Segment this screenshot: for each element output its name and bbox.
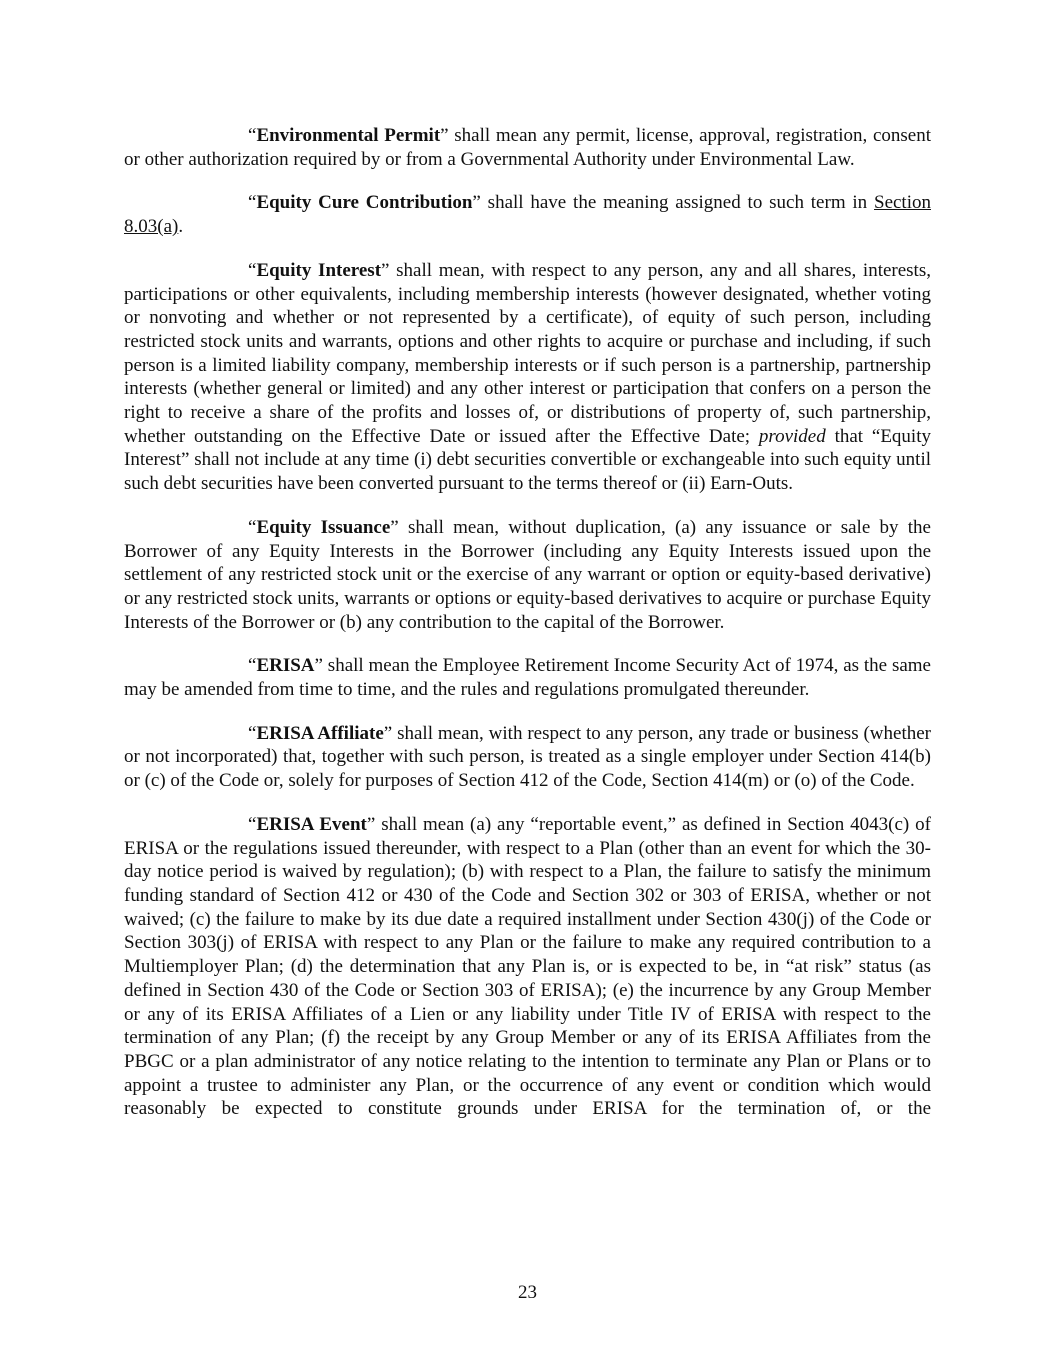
definition-text-after: that “Equity Interest” shall not include at any time (i) debt securities convertible or exchangeable into such equity until such debt securities have been converted pursuant to the terms thereof or (ii) Earn-Outs. bbox=[124, 425, 931, 495]
definition-erisa-event bbox=[124, 813, 931, 1121]
definition-text: shall mean the Employee Retirement Income Security Act of 1974, as the same may be amended from time to time, and the rules and regulations promulgated thereunder. bbox=[124, 655, 931, 701]
close-quote: ” bbox=[440, 125, 449, 146]
definition-text: shall mean, with respect to any person, any and all shares, interests, participations or other equivalents, including membership interests (however designated, whether voting or nonvoting and whether or not represented by a certificate), of equity of such person, including restricted stock units and warrants, options and other rights to acquire or purchase and including, if such person is a limited liability company, membership interests or if such person is a partnership, partnership interests (whether general or limited) and any other interest or participation that confers on a person the right to receive a share of the profits and losses of, or distributions of property of, such partnership, whether outstanding on the Effective Date or issued after the Effective Date; bbox=[124, 259, 931, 447]
definition-end: . bbox=[178, 216, 184, 238]
provided-italic: provided bbox=[758, 425, 826, 447]
close-quote: ” bbox=[390, 516, 399, 538]
section-reference: Section 8.03(a) bbox=[124, 192, 931, 238]
close-quote: ” bbox=[366, 813, 376, 835]
close-quote: ” bbox=[383, 722, 393, 744]
open-quote: “ bbox=[248, 259, 257, 281]
defined-term: ERISA bbox=[256, 655, 315, 677]
open-quote: “ bbox=[248, 722, 257, 744]
open-quote: “ bbox=[248, 655, 257, 677]
close-quote: ” bbox=[314, 655, 323, 677]
defined-term: Environmental Permit bbox=[256, 125, 441, 146]
document-body bbox=[124, 124, 931, 1141]
definition-equity-cure-contribution bbox=[124, 191, 931, 238]
defined-term: Equity Cure Contribution bbox=[256, 192, 473, 214]
definition-text: shall mean, with respect to any person, any trade or business (whether or not incorporated) that, together with such person, is treated as a single employer under Section 414(b) or (c) of the Code or, solely for purposes of Section 412 of the Code, Section 414(m) or (o) of the Code. bbox=[124, 722, 931, 792]
page-number: 23 bbox=[518, 1282, 537, 1303]
open-quote: “ bbox=[248, 516, 257, 538]
definition-environmental-permit bbox=[124, 124, 931, 171]
close-quote: ” bbox=[381, 259, 390, 281]
definition-erisa-affiliate bbox=[124, 722, 931, 793]
open-quote: “ bbox=[248, 125, 257, 146]
open-quote: “ bbox=[248, 192, 257, 214]
definition-erisa bbox=[124, 654, 931, 701]
defined-term: ERISA Event bbox=[256, 813, 367, 835]
defined-term: Equity Interest bbox=[256, 259, 382, 281]
close-quote: ” bbox=[472, 192, 481, 214]
defined-term: Equity Issuance bbox=[256, 516, 391, 538]
definition-text: shall mean, without duplication, (a) any issuance or sale by the Borrower of any Equity Interests in the Borrower (including any Equity Interests issued upon the settlement of any restricted stock unit or the exercise of any warrant or option or equity-based derivative) or any restricted stock units, warrants or options or equity-based derivatives to acquire or purchase Equity Interests of the Borrower or (b) any contribution to the capital of the Borrower. bbox=[124, 516, 931, 633]
definition-equity-issuance bbox=[124, 516, 931, 635]
defined-term: ERISA Affiliate bbox=[256, 722, 384, 744]
definition-text: shall mean (a) any “reportable event,” as defined in Section 4043(c) of ERISA or the regulations issued thereunder, with respect to a Plan (other than an event for which the 30-day notice period is waived by regulation); (b) with respect to a Plan, the failure to satisfy the minimum funding standard of Section 412 or 430 of the Code and Section 302 or 303 of ERISA, whether or not waived; (c) the failure to make by its due date a required installment under Section 430(j) of the Code or Section 303(j) of ERISA with respect to any Plan or the failure to make any required contribution to a Multiemployer Plan; (d) the determination that any Plan is, or is expected to be, in “at risk” status (as defined in Section 430 of the Code or Section 303 of ERISA); (e) the incurrence by any Group Member or any of its ERISA Affiliates of a Lien or any liability under Title IV of ERISA with respect to the termination of any Plan; (f) the receipt by any Group Member or any of its ERISA Affiliates from the PBGC or a plan administrator of any notice relating to the intention to terminate any Plan or Plans or to appoint a trustee to administer any Plan, or the occurrence of any event or condition which would reasonably be expected to constitute grounds under ERISA for the termination of, or the bbox=[124, 813, 931, 1120]
open-quote: “ bbox=[248, 813, 257, 835]
definition-text: shall mean any permit, license, approval, registration, consent or other authorization required by or from a Governmental Authority under Environmental Law. bbox=[124, 125, 932, 170]
definition-equity-interest bbox=[124, 259, 931, 496]
definition-text: shall have the meaning assigned to such term in bbox=[480, 192, 874, 214]
